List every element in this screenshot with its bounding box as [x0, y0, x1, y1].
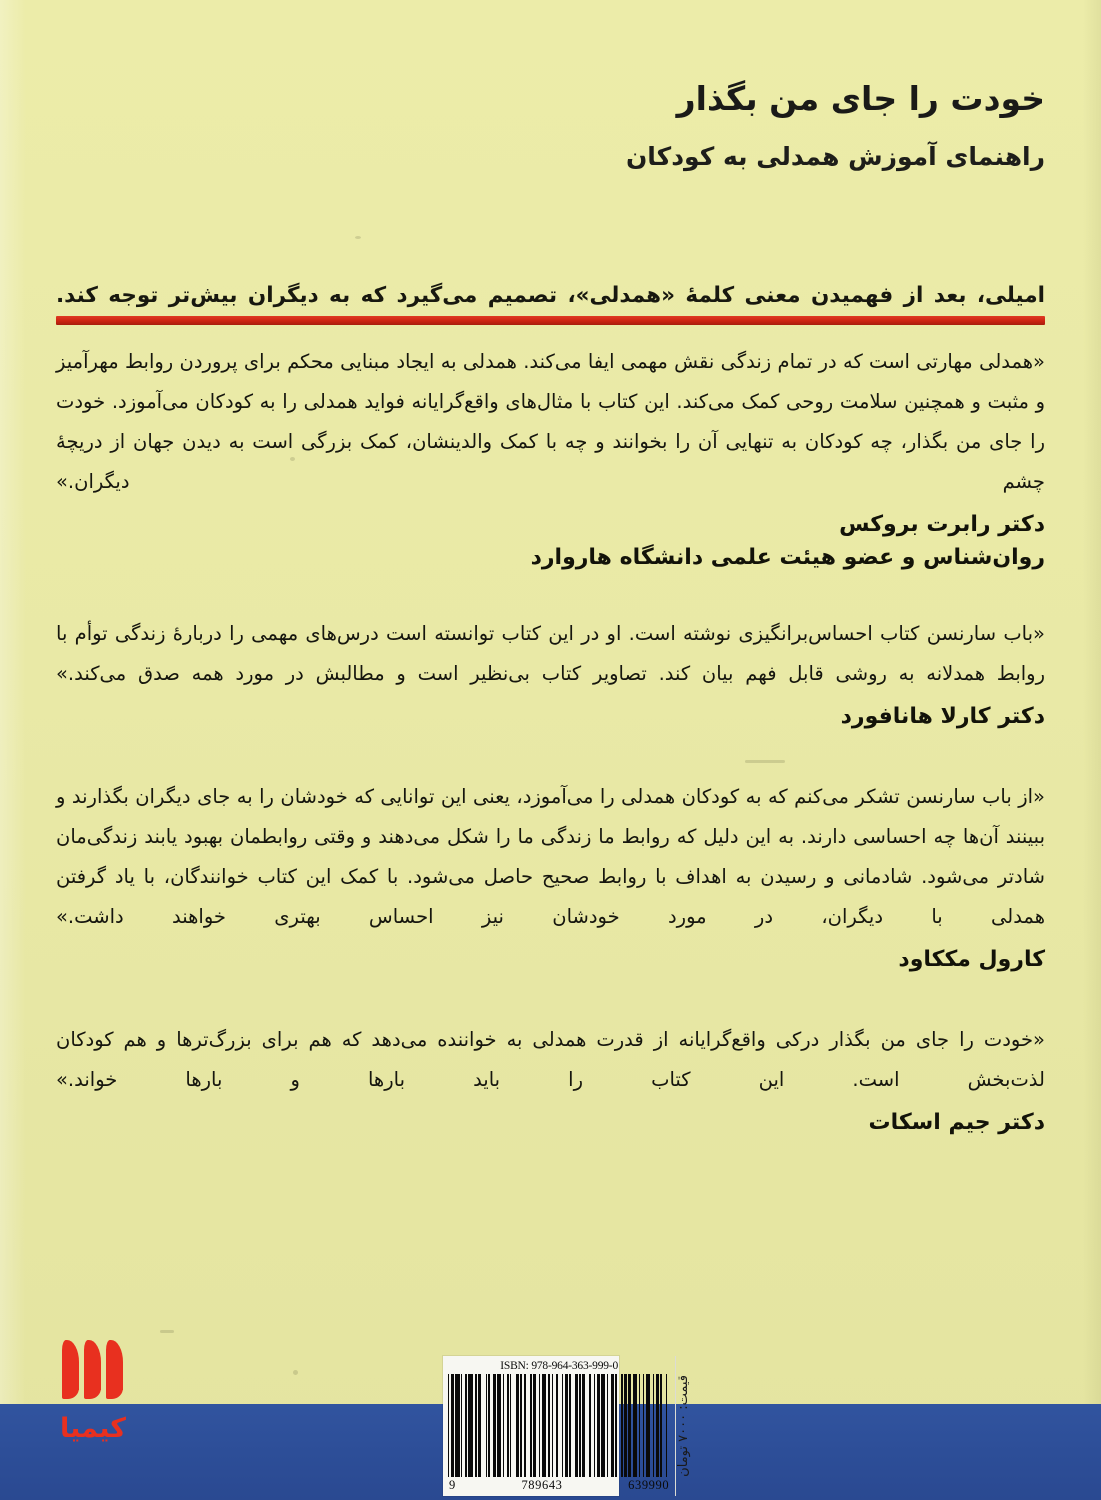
publisher-name: کیمیا	[60, 1413, 126, 1444]
testimonial-text: «خودت را جای من بگذار درکی واقع‌گرایانه از قدرت همدلی به خواننده می‌دهد که هم برای بزرگ‌ترها و هم کودکان لذت‌بخش است. این کتاب را باید بارها و بارها خواند.»	[56, 1027, 1045, 1091]
testimonial-author: دکتر رابرت بروکس	[839, 511, 1045, 537]
testimonial-attribution	[56, 700, 1045, 733]
testimonial-item	[56, 342, 1045, 574]
barcode-digit-group-1: 789643	[521, 1478, 563, 1492]
testimonial-item	[56, 777, 1045, 976]
testimonial-item	[56, 1020, 1045, 1139]
testimonial-attribution	[56, 943, 1045, 976]
three-flames-icon	[62, 1340, 123, 1390]
testimonial-text: «از باب سارنسن تشکر می‌کنم که به کودکان همدلی را می‌آموزد، یعنی این توانایی که خودشان را به جای دیگران بگذارند و ببینند آن‌ها چه احساسی دارند. به این دلیل که روابط ما زندگی ما را شکل می‌دهند و وقتی روابطمان بهبود یابند زندگی‌مان شادتر می‌شود. شادمانی و رسیدن به اهداف با روابط صحیح حاصل می‌شود. با کمک این کتاب خوانندگان، با یاد گرفتن همدلی با دیگران، در مورد خودشان نیز احساس بهتری خواهند داشت.»	[56, 784, 1045, 928]
cover-header	[56, 78, 1045, 174]
testimonial-author: کارول مککاود	[898, 946, 1045, 972]
flame-shape	[106, 1340, 123, 1390]
page-subtitle: راهنمای آموزش همدلی به کودکان	[625, 142, 1045, 172]
paper-edge-left	[0, 0, 26, 1500]
testimonials-list	[56, 342, 1045, 1139]
barcode-digit-left: 9	[449, 1478, 456, 1492]
barcode-digit-group-2: 639990	[628, 1478, 670, 1492]
scan-speck	[160, 1330, 174, 1333]
paper-edge-right	[1083, 0, 1101, 1500]
scan-speck	[293, 1370, 298, 1375]
barcode-main	[443, 1356, 675, 1496]
testimonial-attribution	[56, 508, 1045, 574]
testimonial-item	[56, 614, 1045, 733]
isbn-label: ISBN: 978-964-363-999-0	[500, 1360, 618, 1372]
price-strip	[675, 1356, 691, 1496]
page-title: خودت را جای من بگذار	[676, 79, 1045, 118]
red-divider	[56, 316, 1045, 325]
testimonial-attribution	[56, 1106, 1045, 1139]
isbn-barcode	[443, 1356, 692, 1496]
publisher-logo	[60, 1322, 146, 1444]
testimonial-author: دکتر جیم اسکات	[868, 1109, 1045, 1135]
price-text: قیمت: ۷۰۰۰ تومان	[676, 1375, 692, 1477]
barcode-digits	[448, 1477, 670, 1493]
testimonial-role: روان‌شناس و عضو هیئت علمی دانشگاه هاروارد	[530, 544, 1045, 570]
testimonial-author: دکتر کارلا هانافورد	[840, 703, 1045, 729]
tagline-text: امیلی، بعد از فهمیدن معنی کلمۀ «همدلی»، تصمیم می‌گیرد که به دیگران بیش‌تر توجه کند.	[56, 282, 1045, 308]
barcode-bar	[667, 1374, 670, 1477]
barcode-bars	[448, 1374, 670, 1477]
testimonial-text: «باب سارنسن کتاب احساس‌برانگیزی نوشته است. او در این کتاب توانسته است درس‌های مهمی را دربارۀ زندگی توأم با روابط همدلانه به روشی قابل فهم بیان کند. تصاویر کتاب بی‌نظیر است و مطالبش در مورد همه صدق می‌کند.»	[56, 621, 1045, 685]
testimonial-text: «همدلی مهارتی است که در تمام زندگی نقش مهمی ایفا می‌کند. همدلی به ایجاد مبنایی محکم برای پروردن روابط مهرآمیز و مثبت و همچنین سلامت روحی کمک می‌کند. این کتاب با مثال‌های واقع‌گرایانه فواید همدلی را به کودکان می‌آموزد. خودت را جای من بگذار، چه کودکان به تنهایی آن را بخوانند و چه با کمک والدینشان، کمک بزرگی است به دیدن جهان از دریچۀ چشم دیگران.»	[56, 350, 1045, 493]
scan-speck	[355, 236, 361, 239]
flame-shape	[84, 1340, 101, 1390]
flame-shape	[62, 1340, 79, 1390]
